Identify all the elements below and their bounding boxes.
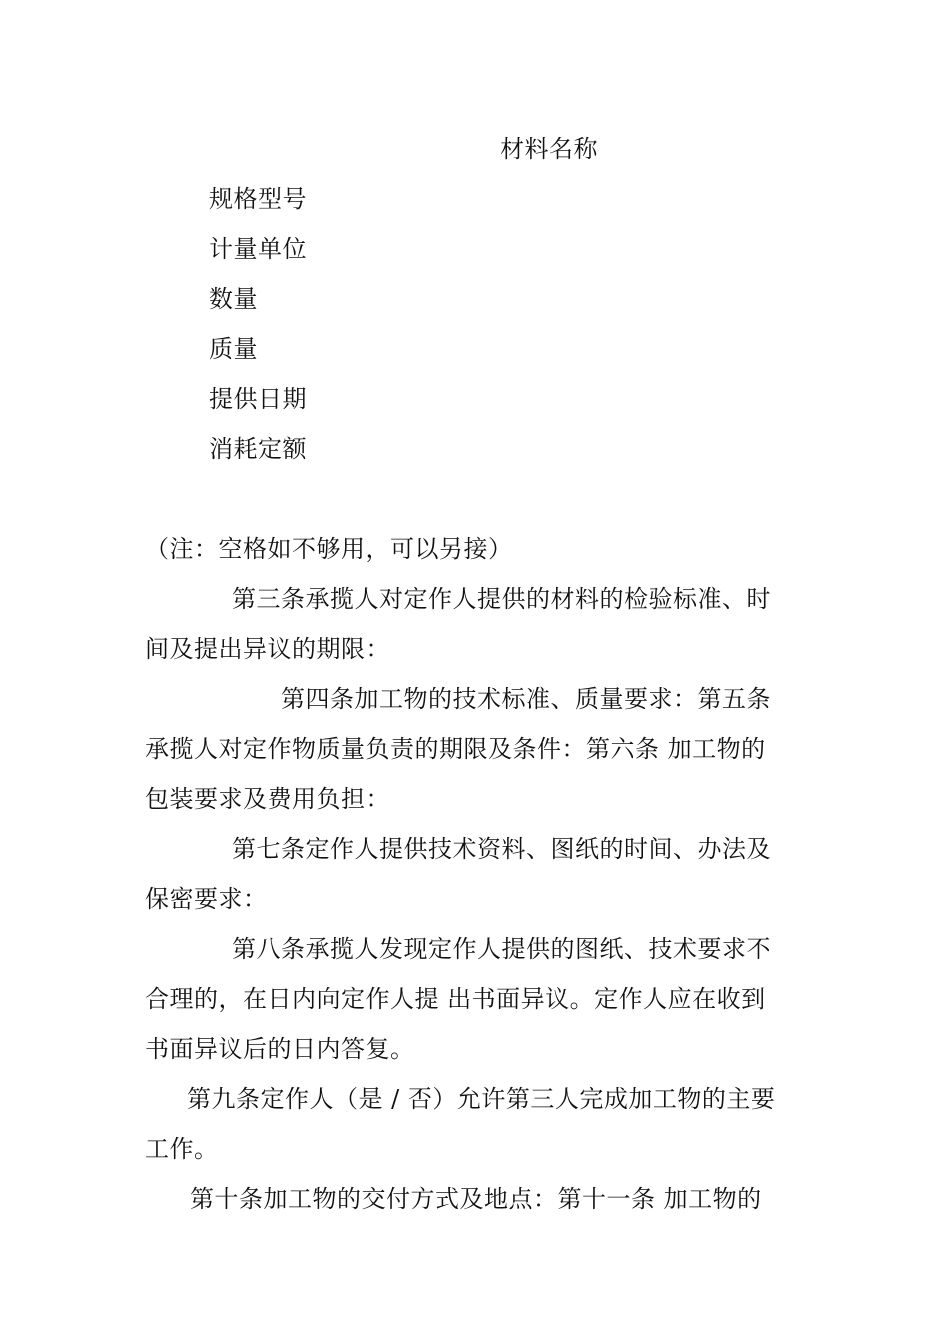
field-supply-date: 提供日期 (209, 385, 307, 413)
article-4-line-1: 第四条加工物的技术标准、质量要求：第五条 (281, 685, 771, 713)
article-8-line-1: 第八条承揽人发现定作人提供的图纸、技术要求不 (232, 935, 771, 963)
field-consumption-quota: 消耗定额 (209, 435, 307, 463)
field-unit: 计量单位 (209, 235, 307, 263)
note-text: （注：空格如不够用，可以另接） (145, 535, 513, 563)
article-5-line: 承揽人对定作物质量负责的期限及条件：第六条 加工物的 (145, 735, 766, 763)
article-8-line-3: 书面异议后的日内答复。 (145, 1035, 415, 1063)
material-name-label: 材料名称 (500, 135, 598, 163)
article-7-line-1: 第七条定作人提供技术资料、图纸的时间、办法及 (232, 835, 771, 863)
article-3-line-2: 间及提出异议的期限： (145, 635, 390, 663)
article-8-line-2: 合理的，在日内向定作人提 出书面异议。定作人应在收到 (145, 985, 766, 1013)
field-spec-model: 规格型号 (209, 185, 307, 213)
article-9-line-1: 第九条定作人（是 / 否）允许第三人完成加工物的主要 (187, 1085, 776, 1113)
field-quantity: 数量 (209, 285, 258, 313)
article-7-line-2: 保密要求： (145, 885, 268, 913)
field-quality: 质量 (209, 335, 258, 363)
article-3-line-1: 第三条承揽人对定作人提供的材料的检验标准、时 (232, 585, 771, 613)
article-6-line: 包装要求及费用负担： (145, 785, 390, 813)
article-10-line-1: 第十条加工物的交付方式及地点：第十一条 加工物的 (190, 1185, 762, 1213)
article-9-line-2: 工作。 (145, 1135, 219, 1163)
